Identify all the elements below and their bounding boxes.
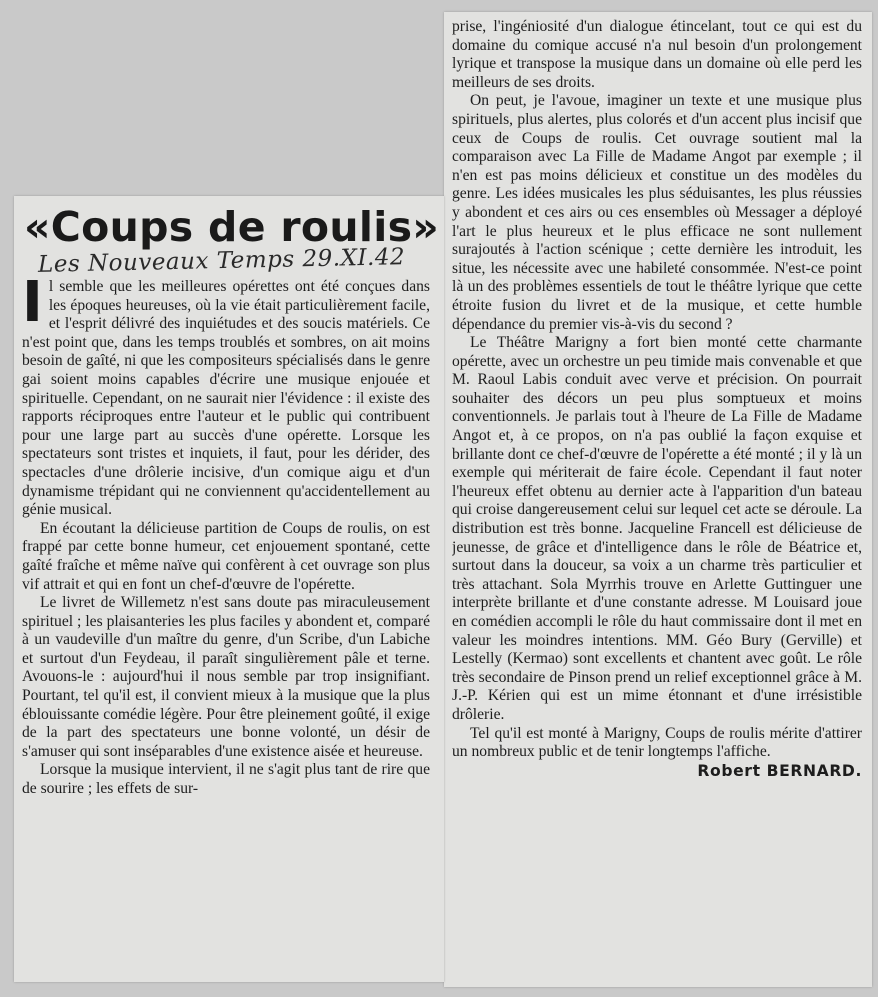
handwritten-source-note: Les Nouveaux Temps 29.XI.42 [37, 244, 406, 278]
paragraph: Lorsque la musique intervient, il ne s'agit plus tant de rire que de sourire ; les effets de sur- [22, 761, 430, 798]
right-column [452, 18, 862, 982]
article-title: «Coups de roulis» [24, 203, 440, 251]
paragraph: En écoutant la délicieuse partition de Coups de roulis, on est frappé par cette bonne humeur, cet enjouement spontané, cette gaîté fraîche et même naïve qui confèrent à cet ouvrage son plus vif attrait et qui en font un chef-d'œuvre de l'opérette. [22, 519, 430, 593]
left-column [22, 278, 430, 976]
paragraph: prise, l'ingéniosité d'un dialogue étincelant, tout ce qui est du domaine du comique accusé n'a nul besoin d'un prolongement lyrique et transpose la musique dans un domaine où elle perd les meilleurs de ses droits. [452, 18, 862, 91]
paragraph: Il semble que les meilleures opérettes ont été conçues dans les époques heureuses, où la vie était particulièrement facile, et l'esprit délivré des inquiétudes et des soucis matériels. Ce n'est point que, dans les temps troublés et sombres, on ait moins besoin de gaîté, ni que les compositeurs spécialisés dans le genre gai soient moins capables d'écrire une musique enjouée et spirituelle. Cependant, on ne saurait nier l'évidence : il existe des rapports réciproques entre l'auteur et le public qui contribuent pour une large part au succès d'une opérette. Lorsque les spectateurs sont tristes et inquiets, il faut, pour les dérider, des spectacles d'une drôlerie incisive, d'un comique aigu et d'un dynamisme trépidant qui ne conviennent qu'accidentellement au génie musical. [22, 278, 430, 519]
paragraph: On peut, je l'avoue, imaginer un texte et une musique plus spirituels, plus alertes, plus colorés et d'un accent plus incisif que ceux de Coups de roulis. Cet ouvrage soutient mal la comparaison avec La Fille de Madame Angot par exemple ; il n'en est pas moins délicieux et constitue un des modèles du genre. Les idées musicales les plus séduisantes, les plus réussies y abondent et ces airs ou ces ensembles où Messager a déployé l'art le plus heureux et le plus efficace ne sont nullement surajoutés à l'action scénique ; cette dernière les introduit, les situe, les nécessite avec une habileté consommée. N'est-ce point là un des problèmes essentiels de tout le théâtre lyrique que cette étroite fusion du livret et de la musique, et cette humble dépendance du premier vis-à-vis du second ? [452, 92, 862, 333]
author-signature: Robert BERNARD. [697, 761, 862, 780]
drop-cap: I [22, 278, 43, 335]
paragraph: Tel qu'il est monté à Marigny, Coups de roulis mérite d'attirer un nombreux public et de tenir longtemps l'affiche. Robert BERNARD. [452, 724, 862, 780]
paragraph: Le livret de Willemetz n'est sans doute pas miraculeusement spirituel ; les plaisanteries les plus faciles y abondent et, comparé à un vaudeville d'un maître du genre, d'un Scribe, d'un Labiche et surtout d'un Feydeau, il paraît singulièrement pâle et terne. Avouons-le : aujourd'hui il nous semble par trop insignifiant. Pourtant, tel qu'il est, il convient mieux à la musique que la plus éblouissante comédie légère. Pour être pleinement goûté, il exige de la part des spectateurs une bonne volonté, un désir de s'amuser qui sont inséparables d'une existence aisée et heureuse. [22, 594, 430, 760]
paragraph: Le Théâtre Marigny a fort bien monté cette charmante opérette, avec un orchestre un peu timide mais convenable et que M. Raoul Labis conduit avec verve et précision. On pourrait souhaiter des décors un peu plus somptueux et moins conventionnels. Je parlais tout à l'heure de La Fille de Madame Angot et, à ce propos, on n'a pas oublié la façon exquise et brillante dont ce chef-d'œuvre de l'opérette a été monté ; il y là un exemple qui mériterait de faire école. Cependant il faut noter l'heureux effet obtenu au dernier acte à l'apparition d'un bateau qui croise dangereusement celui sur lequel cet acte se déroule. La distribution est très bonne. Jacqueline Francell est délicieuse de jeunesse, de grâce et d'intelligence dans le rôle de Béatrice et, surtout dans la douceur, sa voix a un charme très particulier et très attachant. Sola Myrrhis trouve en Arlette Guttinguer une interprète brillante et d'une constante adresse. M Louisard joue en comédien accompli le rôle du haut commissaire dont il met en valeur les moindres intentions. MM. Géo Bury (Gerville) et Lestelly (Kermao) sont excellents et chantent avec goût. Le rôle très secondaire de Pinson prend un relief exceptionnel grâce à M. J.-P. Kérien qui est un mime étonnant et d'une irrésistible drôlerie. [452, 334, 862, 723]
